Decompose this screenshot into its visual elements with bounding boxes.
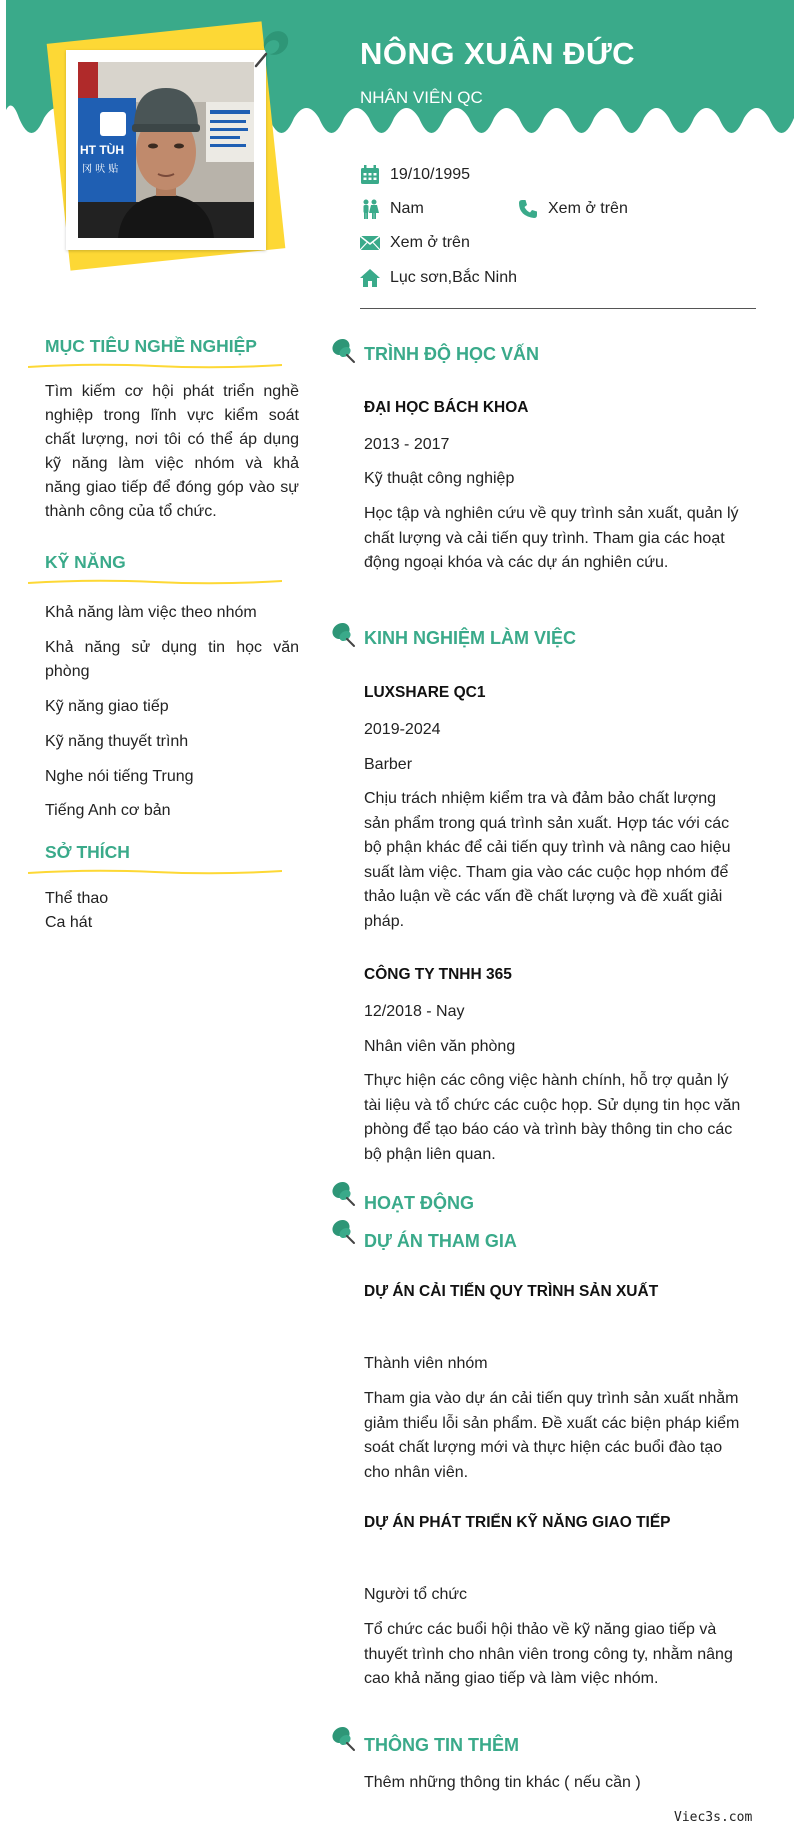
candidate-name: NÔNG XUÂN ĐỨC — [360, 36, 636, 71]
job-description: Chịu trách nhiệm kiểm tra và đảm bảo chất lượng sản phẩm trong quá trình sản xuất. Hợp tác với các bộ phận khác để cải tiến quy trình và nâng cao hiệu suất làm việc. Tham gia vào các cuộc họp nhóm để thảo luận về các vấn đề chất lượng và đề xuất giải pháp. — [364, 790, 731, 930]
skill-item: Tiếng Anh cơ bản — [45, 802, 171, 819]
skills-title: KỸ NĂNG — [45, 552, 126, 572]
pushpin-icon — [330, 1218, 356, 1246]
job-position: Barber — [364, 756, 413, 773]
pushpin-icon — [330, 337, 356, 365]
pushpin-icon — [330, 621, 356, 649]
job-period: 12/2018 - Nay — [364, 1003, 465, 1020]
avatar — [78, 62, 254, 238]
job-company: LUXSHARE QC1 — [364, 684, 486, 701]
section-underline — [28, 868, 282, 876]
education-major: Kỹ thuật công nghiệp — [364, 470, 515, 487]
pushpin-icon — [330, 1725, 356, 1753]
section-underline — [28, 578, 282, 586]
photo-sign-text: HT TÙH — [80, 143, 124, 157]
pushpin-icon — [330, 1180, 356, 1208]
envelope-icon — [360, 233, 380, 253]
email-value[interactable]: Xem ở trên — [390, 234, 470, 251]
hobby-item: Ca hát — [45, 914, 93, 931]
objective-title: MỤC TIÊU NGHỀ NGHIỆP — [45, 336, 257, 356]
phone-icon — [518, 199, 538, 219]
project-name: DỰ ÁN PHÁT TRIỂN KỸ NĂNG GIAO TIẾP — [364, 1514, 671, 1531]
job-period: 2019-2024 — [364, 721, 441, 738]
extra-info-text: Thêm những thông tin khác ( nếu cần ) — [364, 1774, 641, 1791]
gender-value: Nam — [390, 200, 424, 217]
projects-title: DỰ ÁN THAM GIA — [364, 1231, 517, 1251]
contact-birthday — [360, 165, 470, 185]
home-icon — [360, 268, 380, 288]
birthday-value: 19/10/1995 — [390, 166, 471, 183]
education-school: ĐẠI HỌC BÁCH KHOA — [364, 399, 529, 416]
objective-text: Tìm kiếm cơ hội phát triển nghề nghiệp trong lĩnh vực kiểm soát chất lượng, nơi tôi có thể áp dụng kỹ năng làm việc nhóm và khả năng giao tiếp để đóng góp vào sự thành công của tổ chức. — [45, 383, 299, 520]
calendar-icon — [360, 165, 380, 185]
job-description: Thực hiện các công việc hành chính, hỗ trợ quản lý tài liệu và tổ chức các cuộc họp. Sử dụng tin học văn phòng để tạo báo cáo và trình bày thông tin cho các bộ phận liên quan. — [364, 1072, 741, 1163]
contact-divider — [360, 308, 756, 309]
gender-icon — [360, 199, 380, 219]
skill-item: Kỹ năng thuyết trình — [45, 733, 189, 750]
activities-title: HOẠT ĐỘNG — [364, 1193, 474, 1213]
education-description: Học tập và nghiên cứu về quy trình sản xuất, quản lý chất lượng và cải tiến quy trình. Tham gia các hoạt động ngoại khóa và các dự án nghiên cứu. — [364, 505, 739, 571]
phone-value[interactable]: Xem ở trên — [548, 200, 628, 217]
job-company: CÔNG TY TNHH 365 — [364, 966, 512, 983]
experience-title: KINH NGHIỆM LÀM VIỆC — [364, 628, 577, 648]
education-title: TRÌNH ĐỘ HỌC VẤN — [364, 344, 539, 364]
project-role: Thành viên nhóm — [364, 1355, 488, 1372]
skill-item: Khả năng làm việc theo nhóm — [45, 604, 257, 621]
watermark: Viec3s.com — [674, 1810, 753, 1825]
extra-info-title: THÔNG TIN THÊM — [364, 1735, 519, 1755]
job-position: Nhân viên văn phòng — [364, 1038, 516, 1055]
hobbies-title: SỞ THÍCH — [45, 842, 130, 862]
section-underline — [28, 362, 282, 370]
skill-item: Kỹ năng giao tiếp — [45, 698, 169, 715]
hobby-item: Thể thao — [45, 890, 109, 907]
contact-address — [360, 268, 517, 288]
project-role: Người tổ chức — [364, 1586, 468, 1603]
education-period: 2013 - 2017 — [364, 436, 450, 453]
project-description: Tham gia vào dự án cải tiến quy trình sản xuất nhằm giảm thiểu lỗi sản phẩm. Đề xuất các biện pháp kiểm soát chất lượng mới và thực hiện các buổi đào tạo cho nhân viên. — [364, 1390, 740, 1481]
candidate-job-title: NHÂN VIÊN QC — [360, 88, 483, 107]
skill-item: Nghe nói tiếng Trung — [45, 768, 194, 785]
pushpin-icon — [252, 26, 294, 68]
project-description: Tổ chức các buổi hội thảo về kỹ năng giao tiếp và thuyết trình cho nhân viên trong công ty, nhằm nâng cao khả năng giao tiếp và làm việc nhóm. — [364, 1621, 733, 1687]
contact-gender — [360, 199, 424, 219]
contact-email — [360, 233, 470, 253]
skill-item: Khả năng sử dụng tin học văn phòng — [45, 639, 299, 680]
project-name: DỰ ÁN CẢI TIẾN QUY TRÌNH SẢN XUẤT — [364, 1283, 659, 1300]
contact-phone — [518, 199, 628, 219]
address-value: Lục sơn,Bắc Ninh — [390, 269, 517, 286]
photo-sign-text-2: 冈 吠 贴 — [82, 164, 119, 175]
